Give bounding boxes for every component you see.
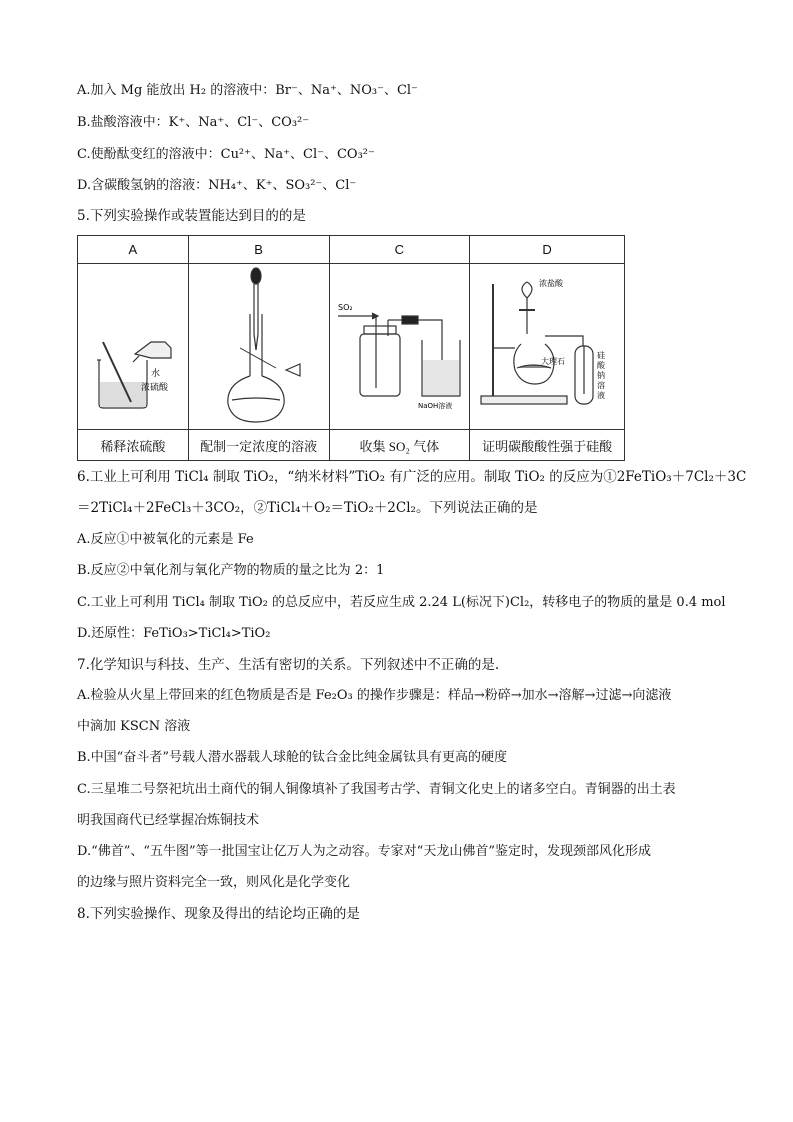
q6-stem-2: ＝2TiCl₄＋2FeCl₃＋3CO₂，②TiCl₄＋O₂＝TiO₂＋2Cl₂。下列说法正确的是 [77, 500, 538, 516]
q7-option-c-2: 明我国商代已经掌握冶炼铜技术 [77, 813, 260, 828]
label-so2-inlet: SO₂ [338, 303, 353, 312]
gas-collection-figure [330, 264, 468, 424]
dropper-bulb-icon [251, 268, 261, 284]
gas-bottle-icon [360, 334, 400, 396]
q6-stem-1: 6.工业上可利用 TiCl₄ 制取 TiO₂，“纳米材料”TiO₂ 有广泛的应用。制取 TiO₂ 的反应为①2FeTiO₃＋7Cl₂＋3C [77, 469, 747, 485]
header-b: B [188, 236, 329, 264]
option-c: C.使酚酞变红的溶液中：Cu²⁺、Na⁺、Cl⁻、CO₃²⁻ [77, 147, 375, 162]
option-b: B.盐酸溶液中：K⁺、Na⁺、Cl⁻、CO₃²⁻ [77, 115, 310, 130]
q6-option-c: C.工业上可利用 TiCl₄ 制取 TiO₂ 的总反应中，若反应生成 2.24 L(标况下)Cl₂，转移电子的物质的量是 0.4 mol [77, 595, 726, 610]
q7-option-d-1: D.“佛首”、“五牛图”等一批国宝让亿万人为之动容。专家对“天龙山佛首”鉴定时，发现颈部风化形成 [77, 844, 651, 859]
label-silicate-1: 硅 [597, 351, 606, 360]
label-naoh: NaOH溶液 [418, 402, 453, 410]
experiment-table [77, 235, 625, 461]
option-d: D.含碳酸氢钠的溶液：NH₄⁺、K⁺、SO₃²⁻、Cl⁻ [77, 178, 357, 193]
q7-option-a-1: A.检验从火星上带回来的红色物质是否是 Fe₂O₃ 的操作步骤是：样品→粉碎→加水→溶解→过滤→向滤液 [77, 688, 672, 703]
rubber-tube-icon [402, 316, 418, 324]
header-a: A [78, 236, 189, 264]
option-a: A.加入 Mg 能放出 H₂ 的溶液中：Br⁻、Na⁺、NO₃⁻、Cl⁻ [77, 83, 418, 98]
volumetric-flask-figure [190, 264, 328, 424]
q7-option-c-1: C.三星堆二号祭祀坑出土商代的铜人铜像填补了我国考古学、青铜文化史上的诸多空白。青铜器的出土表 [77, 782, 676, 797]
label-water: 水 [150, 369, 160, 379]
header-d: D [470, 236, 625, 264]
label-silicate-5: 液 [597, 391, 606, 400]
label-silicate-2: 酸 [597, 361, 606, 370]
q7-option-d-2: 的边缘与照片资料完全一致，则风化是化学变化 [77, 875, 351, 890]
question-5: 5.下列实验操作或装置能达到目的的是 [77, 208, 306, 224]
label-conc-acid: 浓硫酸 [140, 383, 168, 393]
label-silicate-4: 溶 [597, 381, 606, 390]
figure-b-cell [188, 264, 329, 430]
caption-d: 证明碳酸酸性强于硅酸 [470, 430, 625, 461]
stand-base-icon [481, 396, 567, 404]
label-conc-hcl: 浓盐酸 [539, 279, 564, 288]
q7-option-a-2: 中滴加 KSCN 溶液 [77, 719, 191, 734]
q6-option-b: B.反应②中氧化剂与氧化产物的物质的量之比为 2：1 [77, 563, 385, 578]
acid-strength-apparatus-figure [471, 264, 623, 424]
q6-option-d: D.还原性：FeTiO₃>TiCl₄>TiO₂ [77, 626, 271, 641]
figure-d-cell [470, 264, 625, 430]
caption-b: 配制一定浓度的溶液 [188, 430, 329, 461]
figure-a-cell [78, 264, 189, 430]
dilution-apparatus-figure [79, 264, 187, 424]
label-silicate-3: 钠 [597, 371, 606, 380]
separatory-funnel-icon [522, 282, 532, 298]
reagent-bottle-icon [135, 342, 171, 358]
caption-a: 稀释浓硫酸 [78, 430, 189, 461]
q7-option-b: B.中国“奋斗者”号载人潜水器载人球舱的钛合金比纯金属钛具有更高的硬度 [77, 750, 507, 765]
q6-option-a: A.反应①中被氧化的元素是 Fe [77, 532, 254, 547]
figure-c-cell [329, 264, 470, 430]
q7-stem: 7.化学知识与科技、生产、生活有密切的关系。下列叙述中不正确的是. [77, 657, 500, 673]
caption-c: 收集 SO₂ 气体 [329, 430, 470, 461]
header-c: C [329, 236, 470, 264]
question-8: 8.下列实验操作、现象及得出的结论均正确的是 [77, 906, 360, 922]
label-marble: 大理石 [541, 357, 566, 366]
